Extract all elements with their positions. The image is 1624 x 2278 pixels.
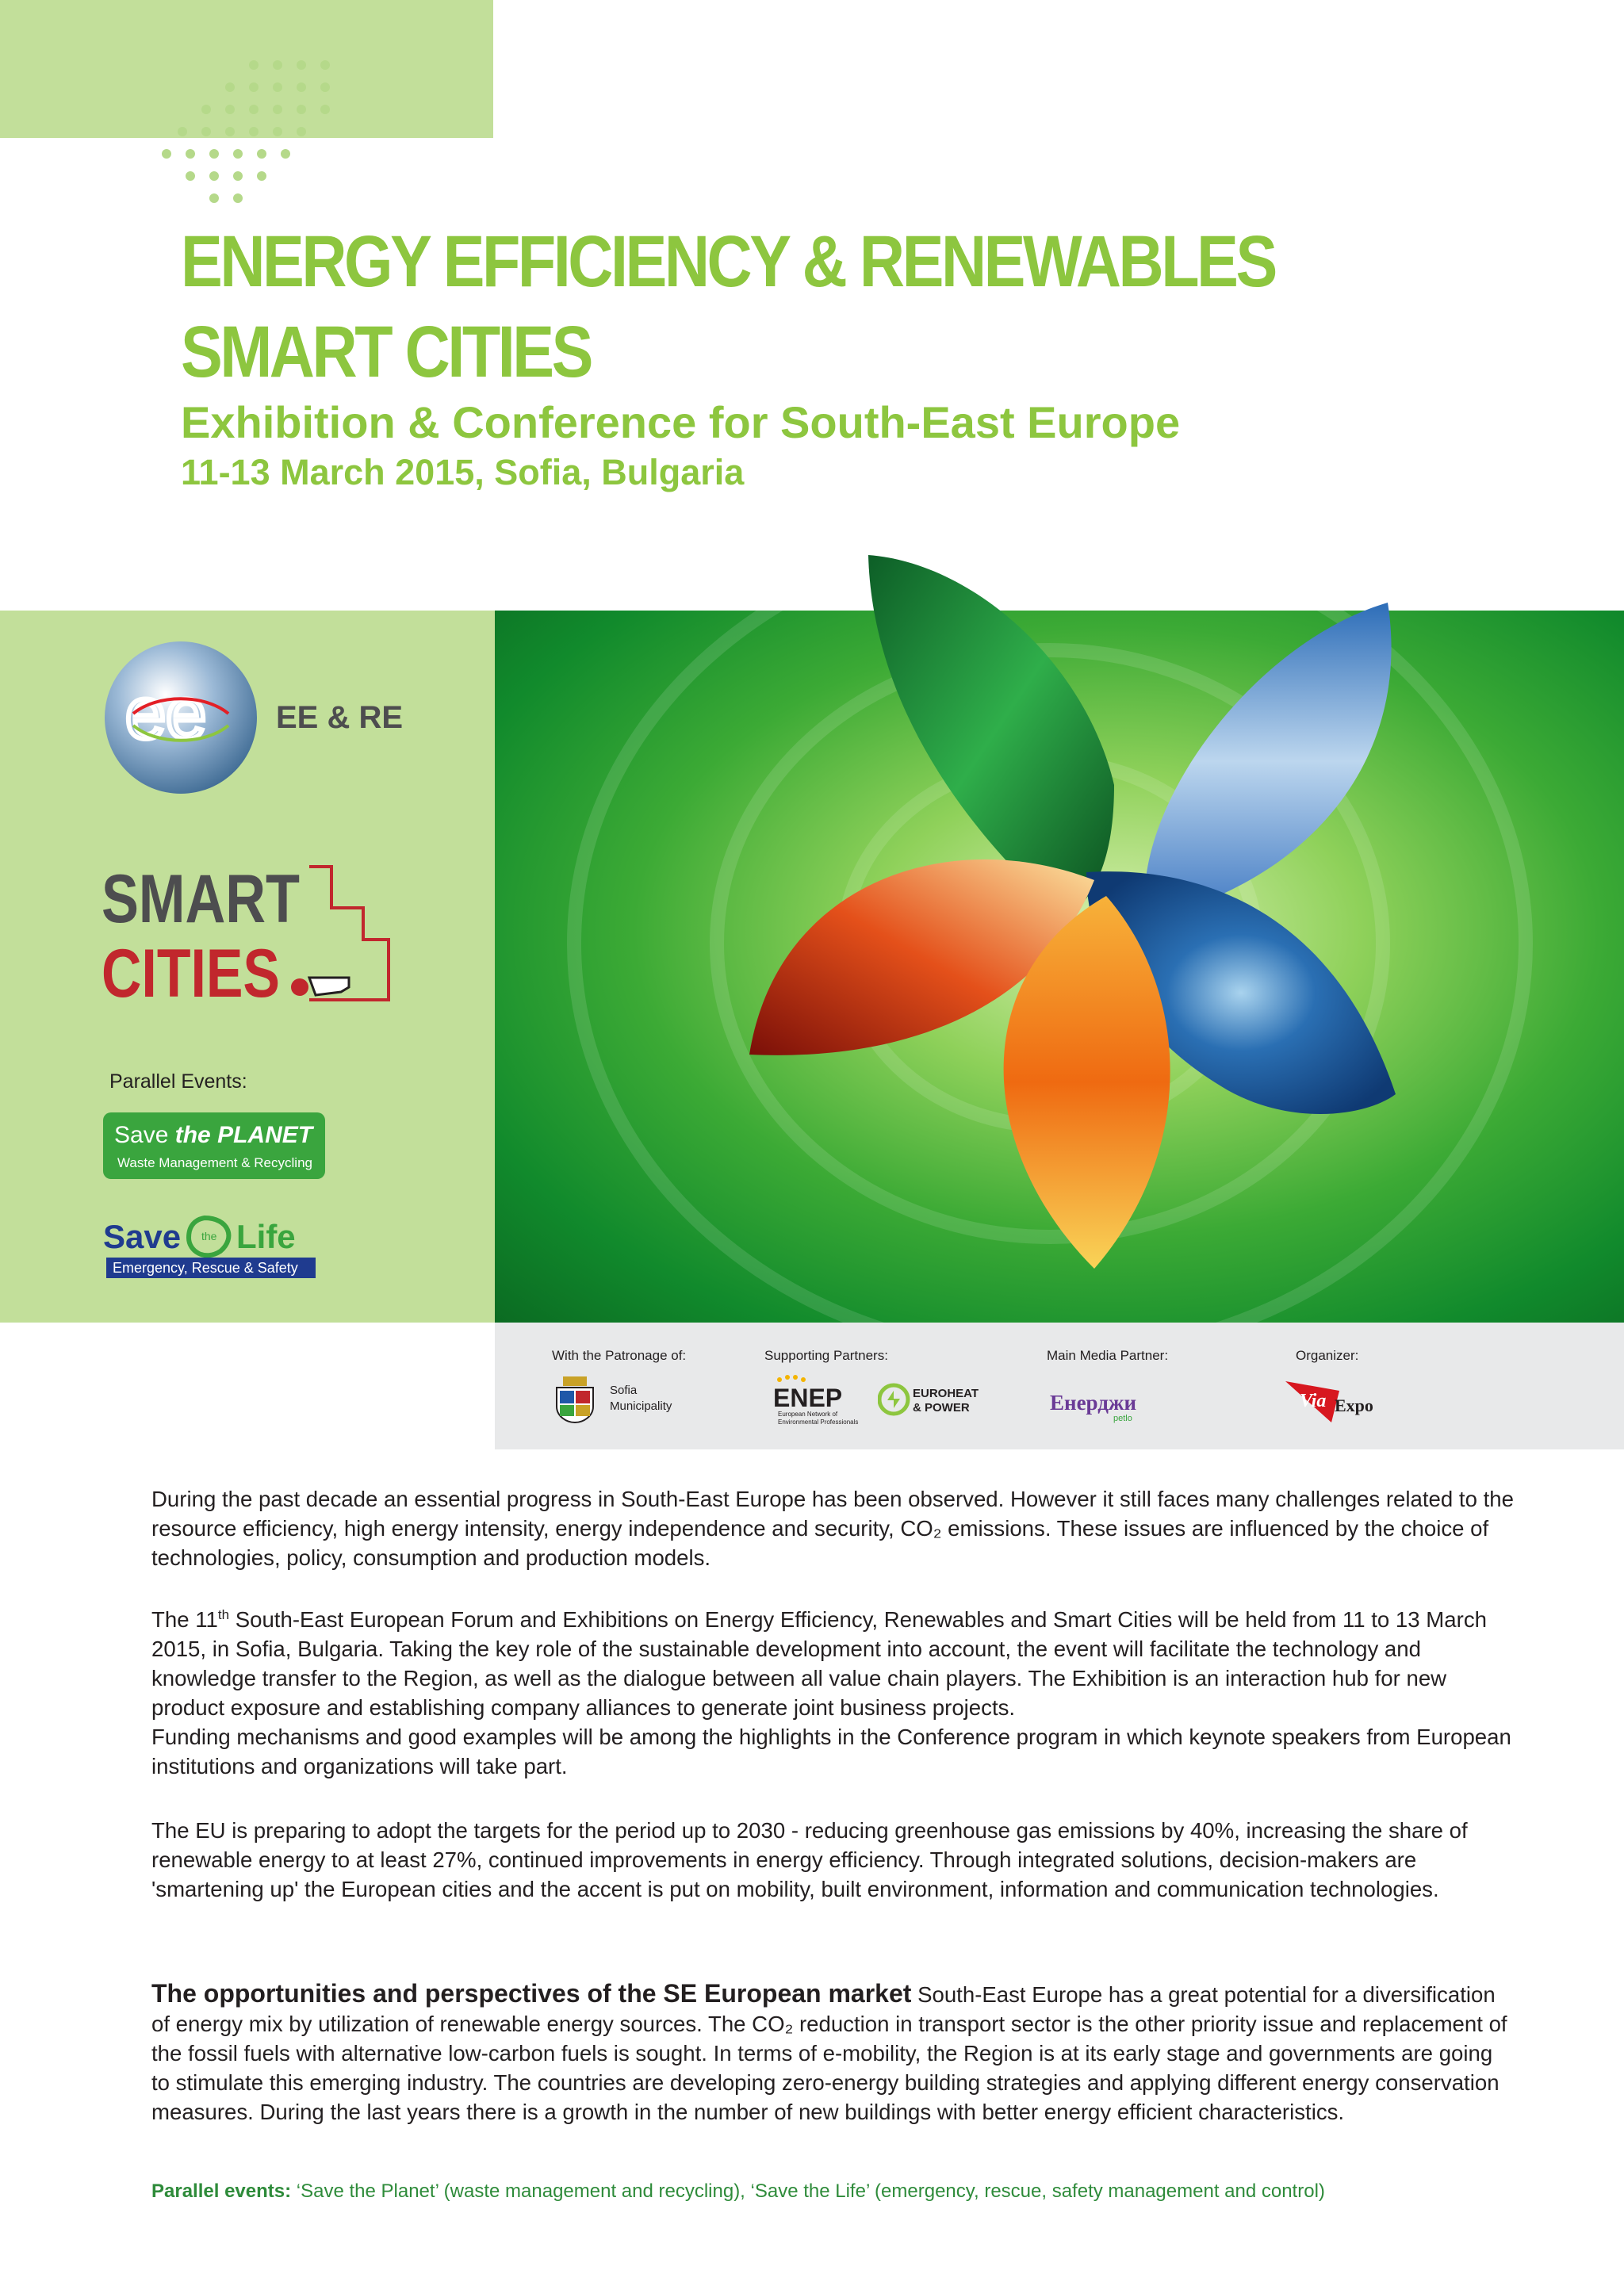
- body-paragraph-4: The opportunities and perspectives of the SE European market South-East Europe has a great potential for a diversification of energy mix by utilization of renewable energy sources. The CO₂ reduction in transport sector is the other priority issue and replacement of the fossil fuels with alternative low-carbon fuels is sought. In terms of e-mobility, the Region is at its early stage and governments are going to stimulate this emerging industry. The countries are developing zero-energy building strategies and applying different energy conservation measures. During the last years there is a growth in the number of new buildings with better energy efficient characteristics.: [151, 1979, 1507, 2124]
- svg-text:CITIES: CITIES: [102, 936, 280, 1003]
- body-paragraph-1: During the past decade an essential progress in South-East Europe has been observed. However it still faces many challenges related to the resource efficiency, high energy intensity, energy independence and security, CO₂ emissions. These issues are influenced by the choice of technologies, policy, consumption and production models.: [151, 1487, 1514, 1570]
- organizer-label: Organizer:: [1296, 1348, 1359, 1363]
- svg-text:Via: Via: [1300, 1391, 1327, 1411]
- energy-flower-image: [714, 547, 1411, 1292]
- save-the-planet-subtitle: Waste Management & Recycling: [117, 1155, 312, 1170]
- energy-review-logo: [1050, 1386, 1161, 1426]
- partners-bar: [495, 1323, 1624, 1449]
- euroheat-power-logo: [878, 1380, 997, 1419]
- save-the-planet-logo: [103, 1112, 325, 1179]
- enep-logo: [768, 1373, 871, 1429]
- sofia-crest-icon: [552, 1375, 598, 1424]
- svg-text:Енерджи: Енерджи: [1050, 1391, 1137, 1415]
- svg-text:Save: Save: [103, 1218, 182, 1255]
- parallel-events-footnote: Parallel events: ‘Save the Planet’ (waste management and recycling), ‘Save the Life’ (emergency, rescue, safety management and control): [151, 2180, 1325, 2202]
- save-the-planet-title: Save the PLANET: [114, 1122, 313, 1148]
- svg-text:Life: Life: [236, 1218, 296, 1255]
- svg-text:& POWER: & POWER: [913, 1401, 970, 1415]
- svg-text:petlo: petlo: [1113, 1414, 1132, 1423]
- svg-text:ENEP: ENEP: [773, 1384, 843, 1412]
- parallel-events-label: Parallel Events:: [109, 1070, 247, 1093]
- title-line-1: ENERGY EFFICIENCY & RENEWABLES: [181, 221, 1275, 302]
- svg-text:ee: ee: [125, 673, 207, 754]
- save-the-life-logo: [102, 1202, 324, 1281]
- decorative-dot-pattern: [151, 56, 357, 206]
- svg-text:Environmental Professionals: Environmental Professionals: [778, 1418, 859, 1426]
- smart-cities-logo: [102, 860, 403, 1003]
- title-line-2: SMART CITIES: [181, 312, 591, 392]
- svg-text:European Network of: European Network of: [778, 1411, 838, 1418]
- svg-text:SMART: SMART: [102, 861, 300, 937]
- supporting-partners-label: Supporting Partners:: [764, 1348, 888, 1363]
- event-dateline: 11-13 March 2015, Sofia, Bulgaria: [181, 452, 745, 492]
- market-section-heading: The opportunities and perspectives of the SE European market: [151, 1979, 912, 2008]
- body-paragraph-2: The 11th South-East European Forum and Exhibitions on Energy Efficiency, Renewables and Smart Cities will be held from 11 to 13 March 2015, in Sofia, Bulgaria. Taking the key role of the sustainable development into account, the event will facilitate the technology and knowledge transfer to the Region, as well as the dialogue between all value chain players. The Exhibition is an interaction hub for new product exposure and establishing company alliances to generate joint business projects. Funding mechanisms and good examples will be among the highlights in the Conference program in which keynote speakers from European institutions and organizations will take part.: [151, 1606, 1511, 1778]
- ee-re-label: EE & RE: [276, 700, 404, 735]
- svg-text:the: the: [201, 1230, 217, 1242]
- svg-text:EUROHEAT: EUROHEAT: [913, 1387, 979, 1400]
- sofia-municipality-text: Sofia Municipality: [610, 1384, 672, 1413]
- patronage-label: With the Patronage of:: [552, 1348, 687, 1363]
- svg-text:Emergency, Rescue & Safety: Emergency, Rescue & Safety: [113, 1260, 298, 1276]
- subtitle: Exhibition & Conference for South-East Europe: [181, 397, 1181, 447]
- svg-text:Expo: Expo: [1335, 1396, 1373, 1415]
- via-expo-logo: [1284, 1375, 1387, 1429]
- body-paragraph-3: The EU is preparing to adopt the targets for the period up to 2030 - reducing greenhouse gas emissions by 40%, increasing the share of renewable energy to at least 27%, continued improvements in energy efficiency. Through integrated solutions, decision-makers are 'smartening up' the European cities and the accent is put on mobility, built environment, information and communication technologies.: [151, 1818, 1468, 1901]
- ee-re-globe-logo: [102, 638, 260, 797]
- media-partner-label: Main Media Partner:: [1047, 1348, 1169, 1363]
